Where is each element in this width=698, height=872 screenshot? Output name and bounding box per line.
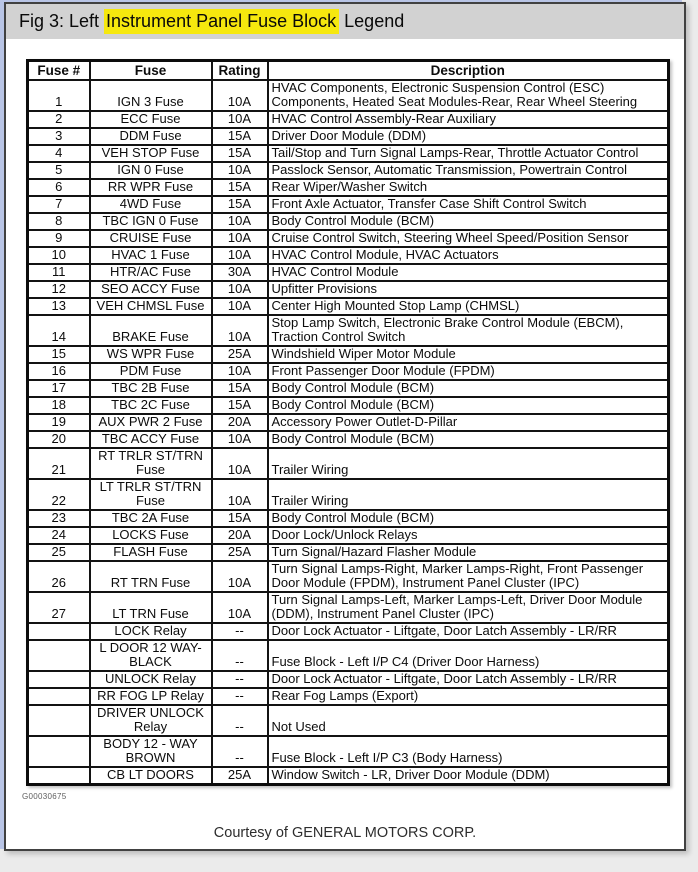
fuse-num-cell: 17 [28,380,90,397]
fuse-row [28,213,669,230]
fuse-num-cell: 22 [28,479,90,510]
fuse-num-cell: 11 [28,264,90,281]
fuse-rating-cell: -- [212,736,268,767]
fuse-fuse-cell: HVAC 1 Fuse [90,247,212,264]
fuse-num-cell: 23 [28,510,90,527]
fuse-num-cell [28,767,90,785]
fuse-rating-cell: 15A [212,145,268,162]
column-header-fuse: Fuse [90,61,212,81]
fuse-num-cell: 2 [28,111,90,128]
fuse-desc-cell: Trailer Wiring [268,448,669,479]
fuse-row [28,247,669,264]
fuse-fuse-cell: RT TRLR ST/TRN Fuse [90,448,212,479]
fuse-rating-cell: 10A [212,315,268,346]
fuse-num-cell: 9 [28,230,90,247]
fuse-desc-cell: Tail/Stop and Turn Signal Lamps-Rear, Throttle Actuator Control [268,145,669,162]
fuse-rating-cell: 10A [212,111,268,128]
figure-title-prefix: Fig 3: Left [19,11,105,31]
fuse-rating-cell: 10A [212,592,268,623]
fuse-fuse-cell: ECC Fuse [90,111,212,128]
fuse-desc-cell: Driver Door Module (DDM) [268,128,669,145]
fuse-rating-cell: 15A [212,196,268,213]
fuse-num-cell [28,705,90,736]
fuse-rating-cell: 15A [212,510,268,527]
fuse-fuse-cell: DDM Fuse [90,128,212,145]
fuse-rating-cell: 25A [212,767,268,785]
fuse-row [28,705,669,736]
fuse-rating-cell: 10A [212,162,268,179]
fuse-rating-cell: -- [212,705,268,736]
fuse-row [28,230,669,247]
fuse-num-cell: 27 [28,592,90,623]
courtesy-line: Courtesy of GENERAL MOTORS CORP. [213,825,477,841]
fuse-fuse-cell: HTR/AC Fuse [90,264,212,281]
fuse-num-cell [28,623,90,640]
fuse-rating-cell: 25A [212,346,268,363]
fuse-rating-cell: 30A [212,264,268,281]
fuse-num-cell: 8 [28,213,90,230]
fuse-desc-cell: Turn Signal Lamps-Right, Marker Lamps-Right, Front Passenger Door Module (FPDM), Instrument Panel Cluster (IPC) [268,561,669,592]
fuse-fuse-cell: 4WD Fuse [90,196,212,213]
fuse-num-cell: 7 [28,196,90,213]
fuse-num-cell: 19 [28,414,90,431]
fuse-rating-cell: 10A [212,213,268,230]
fuse-rating-cell: 15A [212,179,268,196]
fuse-num-cell: 20 [28,431,90,448]
fuse-row [28,640,669,671]
figure-title-suffix: Legend [339,11,405,31]
column-header-description: Description [268,61,669,81]
fuse-rating-cell: 10A [212,298,268,315]
fuse-row [28,346,669,363]
fuse-desc-cell: Accessory Power Outlet-D-Pillar [268,414,669,431]
fuse-rating-cell: 20A [212,414,268,431]
fuse-rating-cell: 15A [212,380,268,397]
fuse-row [28,281,669,298]
fuse-row [28,671,669,688]
fuse-row [28,767,669,785]
fuse-row [28,111,669,128]
fuse-fuse-cell: SEO ACCY Fuse [90,281,212,298]
fuse-rating-cell: 10A [212,561,268,592]
fuse-table-body [28,80,669,785]
fuse-num-cell [28,736,90,767]
fuse-fuse-cell: LOCK Relay [90,623,212,640]
fuse-desc-cell: Door Lock Actuator - Liftgate, Door Latch Assembly - LR/RR [268,623,669,640]
fuse-fuse-cell: IGN 3 Fuse [90,80,212,111]
fuse-desc-cell: Front Axle Actuator, Transfer Case Shift Control Switch [268,196,669,213]
fuse-desc-cell: Rear Fog Lamps (Export) [268,688,669,705]
fuse-desc-cell: Body Control Module (BCM) [268,213,669,230]
table-header-row [28,61,669,81]
fuse-rating-cell: -- [212,623,268,640]
fuse-table [26,59,670,786]
fuse-fuse-cell: RT TRN Fuse [90,561,212,592]
fuse-num-cell: 5 [28,162,90,179]
fuse-rating-cell: 10A [212,448,268,479]
fuse-row [28,315,669,346]
fuse-fuse-cell: LT TRN Fuse [90,592,212,623]
fuse-row [28,145,669,162]
fuse-num-cell: 21 [28,448,90,479]
fuse-num-cell: 13 [28,298,90,315]
fuse-num-cell: 24 [28,527,90,544]
fuse-num-cell: 3 [28,128,90,145]
fuse-fuse-cell: FLASH Fuse [90,544,212,561]
fuse-rating-cell: 10A [212,247,268,264]
fuse-fuse-cell: CB LT DOORS [90,767,212,785]
fuse-desc-cell: Turn Signal Lamps-Left, Marker Lamps-Left, Driver Door Module (DDM), Instrument Panel Cluster (IPC) [268,592,669,623]
fuse-num-cell [28,688,90,705]
fuse-desc-cell: Body Control Module (BCM) [268,431,669,448]
fuse-fuse-cell: L DOOR 12 WAY-BLACK [90,640,212,671]
fuse-rating-cell: 10A [212,479,268,510]
fuse-desc-cell: HVAC Control Module, HVAC Actuators [268,247,669,264]
figure-code: G00030675 [22,792,67,801]
fuse-row [28,162,669,179]
fuse-row [28,196,669,213]
fuse-fuse-cell: LOCKS Fuse [90,527,212,544]
fuse-num-cell: 25 [28,544,90,561]
fuse-rating-cell: 15A [212,397,268,414]
fuse-desc-cell: HVAC Control Assembly-Rear Auxiliary [268,111,669,128]
fuse-fuse-cell: BODY 12 - WAY BROWN [90,736,212,767]
fuse-fuse-cell: AUX PWR 2 Fuse [90,414,212,431]
fuse-fuse-cell: VEH STOP Fuse [90,145,212,162]
fuse-desc-cell: Body Control Module (BCM) [268,510,669,527]
fuse-desc-cell: Front Passenger Door Module (FPDM) [268,363,669,380]
fuse-desc-cell: Cruise Control Switch, Steering Wheel Speed/Position Sensor [268,230,669,247]
fuse-num-cell: 26 [28,561,90,592]
fuse-fuse-cell: CRUISE Fuse [90,230,212,247]
fuse-num-cell: 15 [28,346,90,363]
fuse-rating-cell: 10A [212,230,268,247]
fuse-row [28,592,669,623]
fuse-desc-cell: Door Lock/Unlock Relays [268,527,669,544]
fuse-rating-cell: 10A [212,363,268,380]
fuse-fuse-cell: TBC 2C Fuse [90,397,212,414]
fuse-desc-cell: Door Lock Actuator - Liftgate, Door Latch Assembly - LR/RR [268,671,669,688]
fuse-row [28,179,669,196]
fuse-fuse-cell: TBC ACCY Fuse [90,431,212,448]
fuse-desc-cell: Upfitter Provisions [268,281,669,298]
fuse-num-cell [28,640,90,671]
fuse-row [28,561,669,592]
fuse-fuse-cell: LT TRLR ST/TRN Fuse [90,479,212,510]
fuse-fuse-cell: RR WPR Fuse [90,179,212,196]
fuse-num-cell: 1 [28,80,90,111]
fuse-desc-cell: Fuse Block - Left I/P C3 (Body Harness) [268,736,669,767]
fuse-num-cell [28,671,90,688]
fuse-desc-cell: HVAC Control Module [268,264,669,281]
fuse-num-cell: 6 [28,179,90,196]
fuse-desc-cell: Window Switch - LR, Driver Door Module (DDM) [268,767,669,785]
fuse-desc-cell: HVAC Components, Electronic Suspension Control (ESC) Components, Heated Seat Modules-Rear, Rear Wheel Steering [268,80,669,111]
figure-panel [4,2,686,851]
fuse-row [28,479,669,510]
fuse-row [28,363,669,380]
fuse-row [28,431,669,448]
figure-title-highlight: Instrument Panel Fuse Block [104,9,339,34]
column-header-fuse-number: Fuse # [28,61,90,81]
fuse-rating-cell: -- [212,671,268,688]
fuse-row [28,623,669,640]
fuse-row [28,527,669,544]
fuse-desc-cell: Not Used [268,705,669,736]
fuse-row [28,397,669,414]
fuse-fuse-cell: DRIVER UNLOCK Relay [90,705,212,736]
fuse-row [28,298,669,315]
fuse-desc-cell: Body Control Module (BCM) [268,380,669,397]
fuse-num-cell: 18 [28,397,90,414]
fuse-fuse-cell: PDM Fuse [90,363,212,380]
fuse-fuse-cell: IGN 0 Fuse [90,162,212,179]
fuse-desc-cell: Fuse Block - Left I/P C4 (Driver Door Harness) [268,640,669,671]
fuse-row [28,448,669,479]
fuse-fuse-cell: TBC IGN 0 Fuse [90,213,212,230]
fuse-row [28,510,669,527]
fuse-row [28,736,669,767]
fuse-row [28,128,669,145]
fuse-fuse-cell: BRAKE Fuse [90,315,212,346]
fuse-desc-cell: Passlock Sensor, Automatic Transmission, Powertrain Control [268,162,669,179]
fuse-fuse-cell: WS WPR Fuse [90,346,212,363]
fuse-desc-cell: Turn Signal/Hazard Flasher Module [268,544,669,561]
fuse-rating-cell: 10A [212,80,268,111]
fuse-fuse-cell: UNLOCK Relay [90,671,212,688]
fuse-desc-cell: Center High Mounted Stop Lamp (CHMSL) [268,298,669,315]
fuse-num-cell: 14 [28,315,90,346]
fuse-rating-cell: -- [212,640,268,671]
fuse-row [28,80,669,111]
fuse-row [28,414,669,431]
fuse-rating-cell: 10A [212,431,268,448]
fuse-desc-cell: Stop Lamp Switch, Electronic Brake Control Module (EBCM), Traction Control Switch [268,315,669,346]
fuse-num-cell: 12 [28,281,90,298]
fuse-desc-cell: Rear Wiper/Washer Switch [268,179,669,196]
fuse-rating-cell: 25A [212,544,268,561]
fuse-num-cell: 16 [28,363,90,380]
fuse-row [28,688,669,705]
fuse-row [28,380,669,397]
fuse-fuse-cell: TBC 2A Fuse [90,510,212,527]
fuse-num-cell: 10 [28,247,90,264]
fuse-rating-cell: -- [212,688,268,705]
fuse-rating-cell: 15A [212,128,268,145]
fuse-num-cell: 4 [28,145,90,162]
figure-title-bar [6,4,684,39]
fuse-fuse-cell: RR FOG LP Relay [90,688,212,705]
fuse-fuse-cell: VEH CHMSL Fuse [90,298,212,315]
fuse-desc-cell: Windshield Wiper Motor Module [268,346,669,363]
fuse-row [28,544,669,561]
fuse-desc-cell: Trailer Wiring [268,479,669,510]
fuse-desc-cell: Body Control Module (BCM) [268,397,669,414]
fuse-rating-cell: 20A [212,527,268,544]
fuse-fuse-cell: TBC 2B Fuse [90,380,212,397]
column-header-rating: Rating [212,61,268,81]
fuse-rating-cell: 10A [212,281,268,298]
fuse-row [28,264,669,281]
